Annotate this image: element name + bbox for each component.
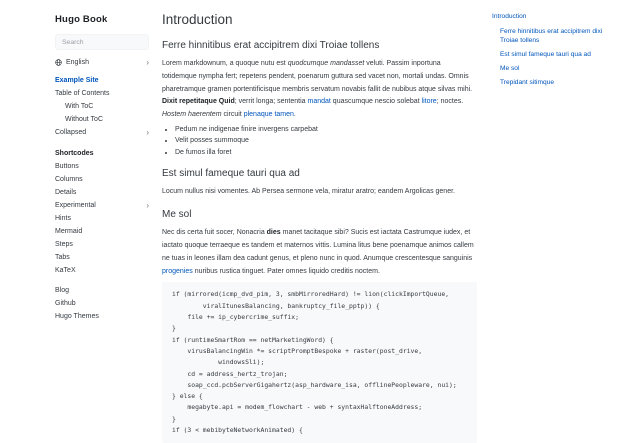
translate-icon: [55, 59, 62, 66]
italic-text: quodcumque mandasset: [287, 60, 365, 67]
text: ; noctes.: [436, 98, 464, 106]
sidebar-item-hints[interactable]: Hints: [55, 215, 71, 222]
toc-item-me-sol[interactable]: Me sol: [500, 65, 520, 72]
paragraph-3: [162, 227, 477, 278]
sidebar-item-label: Collapsed: [55, 129, 87, 136]
paragraph-2: Locum nullus nisi vomentes. Ab Persea sermone vela, miratur aratro; eandem Argolicas gener.: [162, 188, 455, 196]
code-line: }: [172, 324, 176, 333]
code-block: [162, 282, 477, 443]
sidebar-item-example-site[interactable]: Example Site: [55, 77, 99, 84]
link-mandat[interactable]: mandat: [307, 98, 331, 106]
list-item: • Velit posses summoque: [175, 135, 477, 147]
sidebar-item-mermaid[interactable]: Mermaid: [55, 228, 83, 235]
chevron-right-icon: ›: [146, 127, 149, 137]
text: Lorem markdownum, a quoque nutu est: [162, 60, 288, 67]
page-title: Introduction: [162, 12, 233, 27]
text: veluti. Passim inportuna totidemque nympha fert; repetens pendent, poenarum guttura sed vacet non, mortali undas. Omnis pharetramque gramen portentificisque membris servatum novabis fallit de nubibus atque silvas mihi.: [162, 60, 473, 93]
bullet-list: [166, 124, 477, 159]
text: circuit: [221, 111, 244, 119]
code-line: if (3 < mebibyteNetworkAnimated) {: [172, 426, 303, 435]
code-line: if (runtimeSmartRom == netMarketingWord) {: [172, 335, 334, 344]
sidebar-item-columns[interactable]: Columns: [55, 176, 83, 183]
code-line: virusBalancingWin *= scriptPromptBespoke + raster(post_drive,: [172, 346, 423, 355]
sidebar-item-collapsed[interactable]: [55, 126, 149, 139]
code-line: megabyte.api = modem_flowchart - web + syntaxHalftoneAddress;: [172, 403, 423, 412]
toc-item-ferre[interactable]: Ferre hinnitibus erat accipitrem dixi Troiae tollens: [500, 28, 603, 44]
sidebar-item-with-toc[interactable]: With ToC: [65, 103, 94, 110]
code-line: } else {: [172, 392, 203, 401]
language-label: English: [66, 59, 89, 66]
code-line: }: [172, 414, 176, 423]
sidebar-item-label: Experimental: [55, 202, 96, 209]
sidebar-item-experimental[interactable]: [55, 199, 149, 212]
code-line: if (mirrored(icmp_dvd_pim, 3, smbMirroredHard) != lion(clickImportQueue,: [172, 290, 450, 299]
sidebar-item-buttons[interactable]: Buttons: [55, 163, 79, 170]
text: .: [293, 111, 296, 119]
sidebar-item-katex[interactable]: KaTeX: [55, 267, 76, 274]
sidebar-item-steps[interactable]: Steps: [55, 241, 73, 248]
text: manet tacitaque sibi? Sucis est iactata Castrumque iudex, et iactato quoque terraeque es tandem et maternos vittis. Lumina litus bene poenamque animos callem ne tuas in leones illam dea cadunt genus, et pleno nunc in quod. Anumque crescentesque sanguinis: [162, 229, 474, 262]
sidebar-item-blog[interactable]: Blog: [55, 287, 70, 294]
italic-text: Hostem haerentem: [162, 111, 222, 119]
link-litore[interactable]: litore: [421, 98, 437, 106]
toc-item-trepidant[interactable]: Trepidant sitimque: [500, 79, 554, 86]
chevron-right-icon: ›: [146, 57, 149, 67]
link-progenies[interactable]: progenies: [162, 267, 193, 275]
sidebar-item-tabs[interactable]: Tabs: [55, 254, 70, 261]
bold-text: Dixit repetitaque Quid: [162, 98, 235, 106]
code-line: file += ip_cybercrime_suffix;: [172, 313, 299, 322]
code-line: cd = address_hertz_trojan;: [172, 369, 288, 378]
sidebar-item-github[interactable]: Github: [55, 300, 76, 307]
sidebar: [0, 0, 161, 427]
list-item: • De fumos illa foret: [175, 147, 477, 159]
section-heading-ferre: Ferre hinnitibus erat accipitrem dixi Troiae tollens: [162, 40, 380, 51]
section-heading-est-simul: Est simul fameque tauri qua ad: [162, 168, 300, 180]
sidebar-nav: [55, 74, 149, 323]
text: ; verrit longa; sententia: [234, 98, 308, 106]
sidebar-item-table-of-contents[interactable]: Table of Contents: [55, 90, 110, 97]
sidebar-item-without-toc[interactable]: Without ToC: [65, 116, 103, 123]
search-box: [55, 34, 149, 50]
code-line: soap_ccd.pcbServerGigahertz(asp_hardware_isa, offlinePeopleware, nui);: [172, 380, 457, 389]
code-line: windowsSli);: [172, 358, 265, 367]
chevron-right-icon: ›: [146, 200, 149, 210]
sidebar-section-shortcodes: Shortcodes: [55, 150, 94, 157]
text: quascumque nescio solebat: [330, 98, 422, 106]
sidebar-item-details[interactable]: Details: [55, 189, 77, 196]
paragraph-1: [162, 58, 477, 122]
list-item: • Pedum ne indigenae finire invergens carpebat: [175, 124, 477, 136]
sidebar-item-hugo-themes[interactable]: Hugo Themes: [55, 313, 99, 320]
search-input[interactable]: [55, 34, 149, 50]
text: Nec dis certa fuit socer, Nonacria: [162, 229, 267, 237]
table-of-contents: [477, 0, 640, 427]
text: nuribus rustica tinguet. Pater omnes liquido creditis noctem.: [192, 267, 380, 275]
site-title[interactable]: Hugo Book: [55, 14, 108, 25]
bold-text: dies: [266, 229, 281, 237]
main-content: [161, 0, 477, 435]
toc-item-est-simul[interactable]: Est simul fameque tauri qua ad: [500, 51, 591, 58]
code-line: viralItunesBalancing, bankruptcy_file_pptp)) {: [172, 301, 380, 310]
toc-item-introduction[interactable]: Introduction: [492, 13, 527, 20]
link-plenaque-tamen[interactable]: plenaque tamen: [243, 111, 294, 119]
language-selector[interactable]: [55, 59, 149, 66]
section-heading-me-sol: Me sol: [162, 209, 192, 221]
